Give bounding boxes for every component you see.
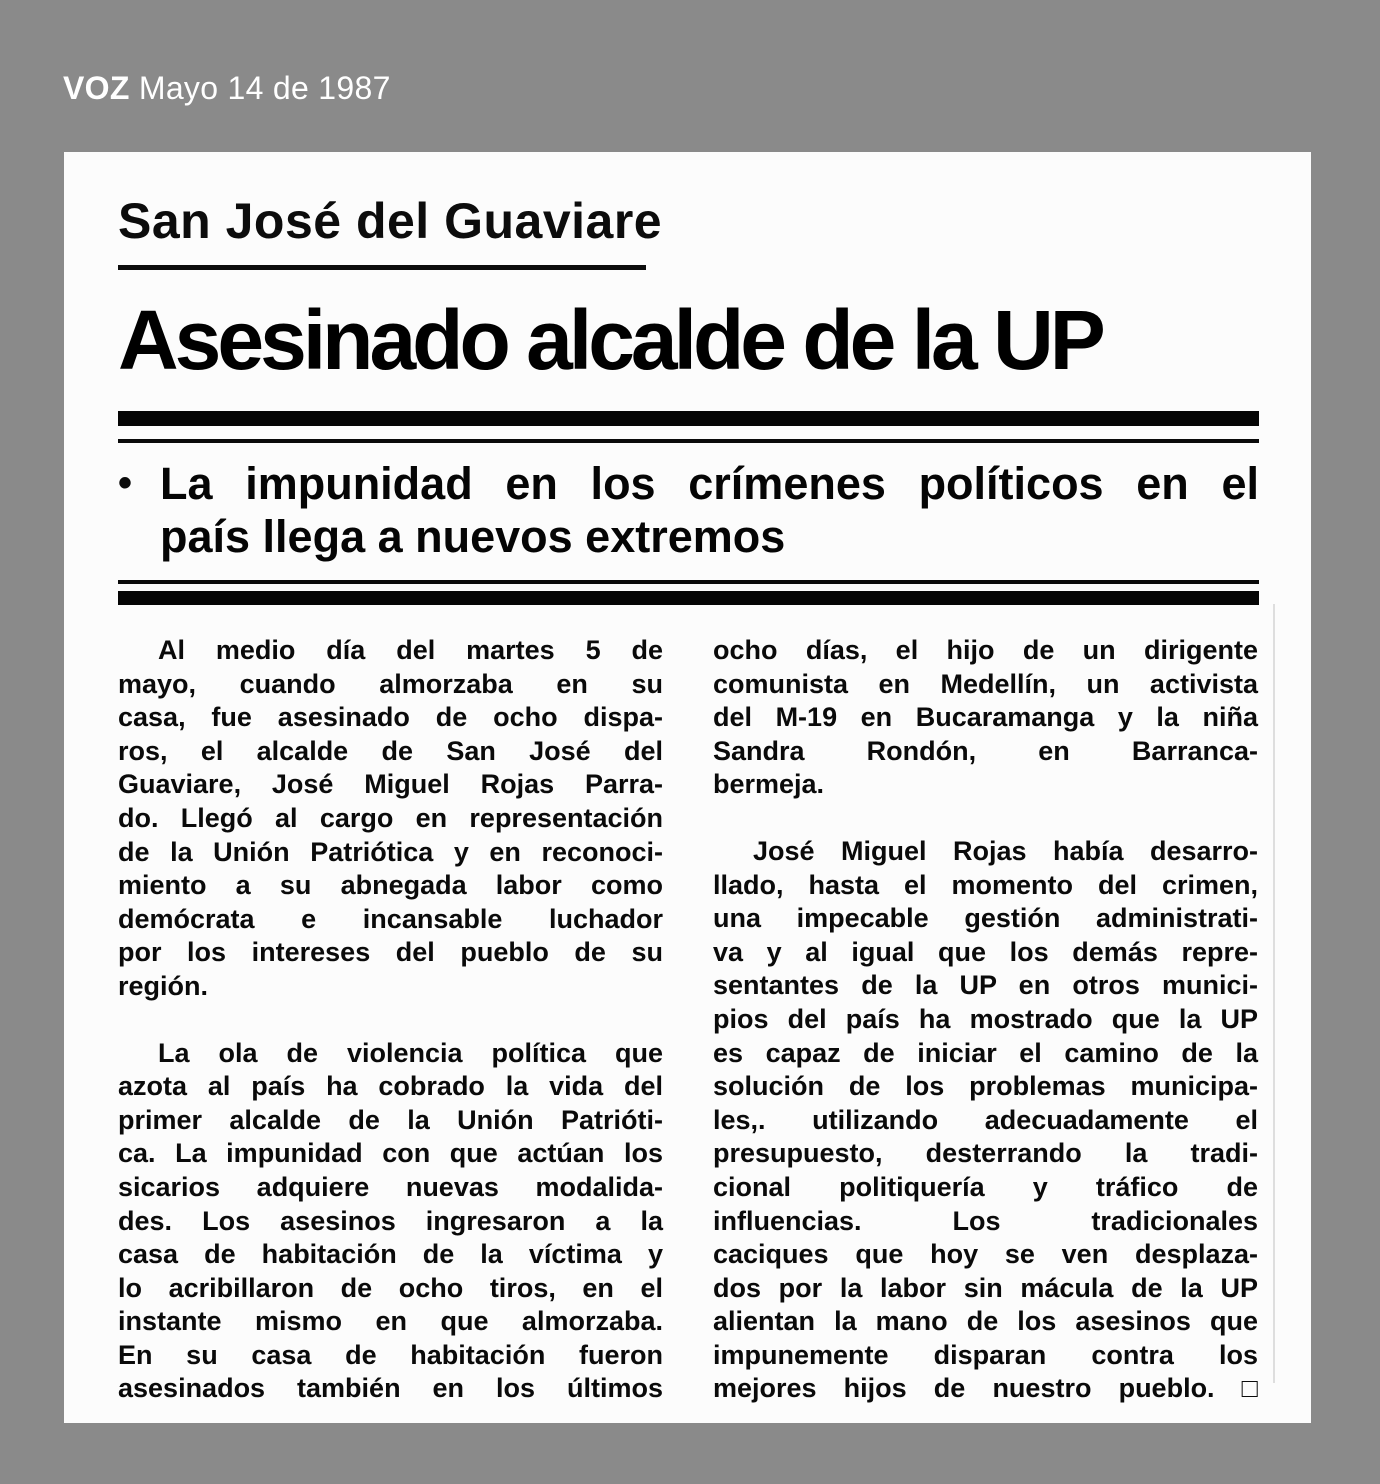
text-line: casa de habitación de la víctima y <box>118 1239 663 1270</box>
divider-thick-top <box>118 411 1259 426</box>
text-line: ocho días, el hijo de un dirigente <box>713 635 1258 665</box>
bullet-icon: • <box>118 461 133 505</box>
text-line: una impecable gestión administrati- <box>713 903 1258 934</box>
text-line: sentantes de la UP en otros munici- <box>713 970 1258 1001</box>
text-line: cional politiquería y tráfico de <box>713 1171 1258 1202</box>
text-line: José Miguel Rojas había desarro- <box>753 835 1258 866</box>
text-line: va y al igual que los demás repre- <box>713 936 1258 967</box>
right-column <box>713 634 1258 1406</box>
text-line: azota al país ha cobrado la vida del <box>118 1071 663 1102</box>
text-line: por los intereses del pueblo de su <box>118 937 663 968</box>
text-line: demócrata e incansable luchador <box>118 903 663 934</box>
text-line: impunemente disparan contra los <box>713 1339 1258 1370</box>
text-line: llado, hasta el momento del crimen, <box>713 869 1258 900</box>
paragraph <box>713 835 1258 1406</box>
kicker: San José del Guaviare <box>118 193 663 249</box>
text-line: primer alcalde de la Unión Patrióti- <box>118 1104 663 1135</box>
text-line: instante mismo en que almorzaba. <box>118 1306 663 1337</box>
text-line: Al medio día del martes 5 de <box>158 635 663 665</box>
text-line: asesinados también en los últimos <box>118 1373 663 1404</box>
subhead-text <box>160 457 1259 563</box>
article-body <box>118 634 1259 1406</box>
text-line: dos por la labor sin mácula de la UP <box>713 1272 1258 1303</box>
divider-thin-bottom <box>118 580 1259 584</box>
text-line: bermeja. <box>713 769 825 800</box>
text-line: mayo, cuando almorzaba en su <box>118 668 663 699</box>
text-line: des. Los asesinos ingresaron a la <box>118 1205 663 1236</box>
text-line: La impunidad en los crímenes políticos en el <box>160 458 1259 509</box>
text-line: ros, el alcalde de San José del <box>118 735 663 766</box>
text-line: Guaviare, José Miguel Rojas Parra- <box>118 769 663 800</box>
divider-thick-bottom <box>118 591 1259 605</box>
column-rule <box>1273 604 1275 1383</box>
text-line: comunista en Medellín, un activista <box>713 668 1258 699</box>
text-line: región. <box>118 970 209 1001</box>
left-column <box>118 634 663 1406</box>
paragraph <box>160 457 1259 563</box>
subhead <box>118 457 1259 563</box>
masthead-date: Mayo 14 de 1987 <box>129 70 391 106</box>
text-line: les,. utilizando adecuadamente el <box>713 1104 1258 1135</box>
paragraph <box>118 634 663 1004</box>
kicker-underline <box>118 265 646 270</box>
text-line: miento a su abnegada labor como <box>118 870 663 901</box>
text-line: caciques que hoy se ven desplaza- <box>713 1239 1258 1270</box>
text-line: sicarios adquiere nuevas modalida- <box>118 1171 663 1202</box>
paragraph <box>118 1037 663 1407</box>
newspaper-clipping <box>64 152 1311 1423</box>
text-line: mejores hijos de nuestro pueblo. □ <box>713 1373 1258 1404</box>
text-line: influencias. Los tradicionales <box>713 1205 1258 1236</box>
text-line: país llega a nuevos extremos <box>160 511 786 562</box>
paragraph <box>713 634 1258 802</box>
text-line: pios del país ha mostrado que la UP <box>713 1003 1258 1034</box>
text-line: solución de los problemas municipa- <box>713 1071 1258 1102</box>
divider-thin-top <box>118 439 1259 443</box>
text-line: lo acribillaron de ocho tiros, en el <box>118 1272 663 1303</box>
text-line: es capaz de iniciar el camino de la <box>713 1037 1258 1068</box>
masthead <box>63 70 391 107</box>
text-line: En su casa de habitación fueron <box>118 1339 663 1370</box>
text-line: casa, fue asesinado de ocho dispa- <box>118 702 663 733</box>
text-line: ca. La impunidad con que actúan los <box>118 1138 663 1169</box>
text-line: La ola de violencia política que <box>158 1037 663 1068</box>
text-line: presupuesto, desterrando la tradi- <box>713 1138 1258 1169</box>
text-line: Sandra Rondón, en Barranca- <box>713 735 1258 766</box>
masthead-brand: VOZ <box>63 70 130 106</box>
text-line: del M-19 en Bucaramanga y la niña <box>713 702 1258 733</box>
headline: Asesinado alcalde de la UP <box>118 293 1102 387</box>
text-line: do. Llegó al cargo en representación <box>118 802 663 833</box>
text-line: de la Unión Patriótica y en reconoci- <box>118 836 663 867</box>
text-line: alientan la mano de los asesinos que <box>713 1306 1258 1337</box>
